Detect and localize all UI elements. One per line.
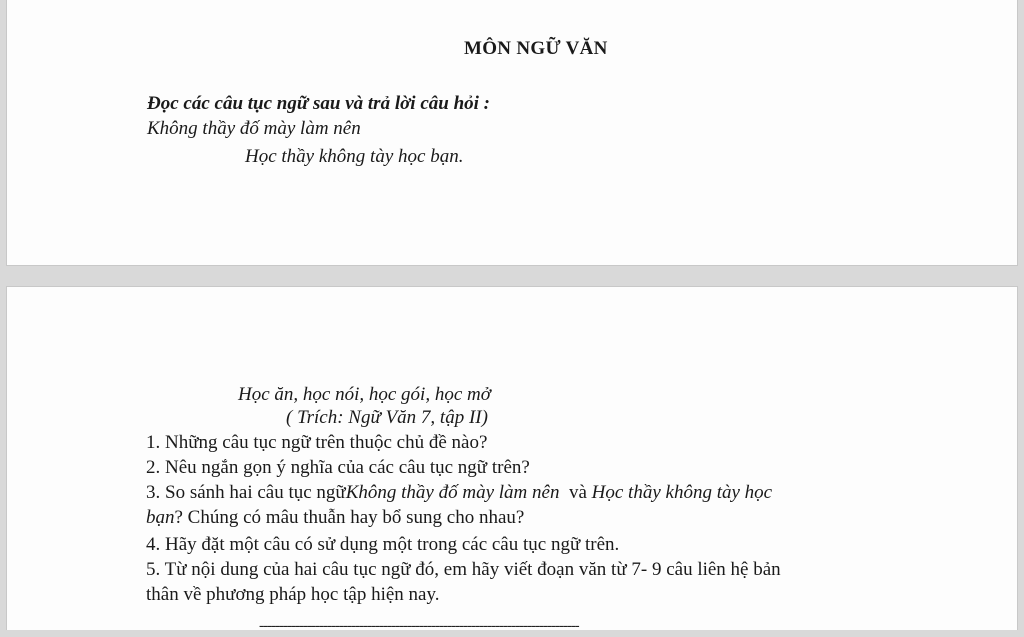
question-3-proverb-2-end: bạn xyxy=(146,507,175,528)
question-2: 2. Nêu ngắn gọn ý nghĩa của các câu tục ngữ trên? xyxy=(146,457,530,478)
question-3-line-2 xyxy=(146,507,524,529)
proverb-line-1: Không thầy đố mày làm nên xyxy=(147,118,361,139)
question-3-proverb-2: Học thầy không tày học xyxy=(591,482,773,503)
proverb-2: Học ăn, học nói, học gói, học mở xyxy=(238,384,491,405)
question-1: 1. Những câu tục ngữ trên thuộc chủ đề nào? xyxy=(146,432,488,453)
page-title: MÔN NGỮ VĂN xyxy=(464,38,608,59)
question-3-and: và xyxy=(559,482,592,503)
separator-line: -------------------------------------------------------------------------------- xyxy=(259,618,579,634)
question-3-line-1 xyxy=(146,482,772,504)
question-5-line-1: 5. Từ nội dung của hai câu tục ngữ đó, em hãy viết đoạn văn từ 7- 9 câu liên hệ bản xyxy=(146,559,781,580)
document-page-1 xyxy=(6,0,1018,266)
question-3-prefix: 3. So sánh hai câu tục ngữ xyxy=(146,482,346,503)
document-page-2 xyxy=(6,286,1018,634)
question-3-proverb-1: Không thầy đố mày làm nên xyxy=(345,482,560,503)
question-5-line-2: thân về phương pháp học tập hiện nay. xyxy=(146,584,440,605)
source-citation: ( Trích: Ngữ Văn 7, tập II) xyxy=(286,407,488,428)
proverb-line-2: Học thầy không tày học bạn. xyxy=(245,146,464,167)
instruction-text: Đọc các câu tục ngữ sau và trả lời câu hỏi : xyxy=(147,93,490,114)
question-3-suffix: ? Chúng có mâu thuẫn hay bổ sung cho nhau? xyxy=(174,507,525,528)
question-4: 4. Hãy đặt một câu có sử dụng một trong các câu tục ngữ trên. xyxy=(146,534,620,555)
